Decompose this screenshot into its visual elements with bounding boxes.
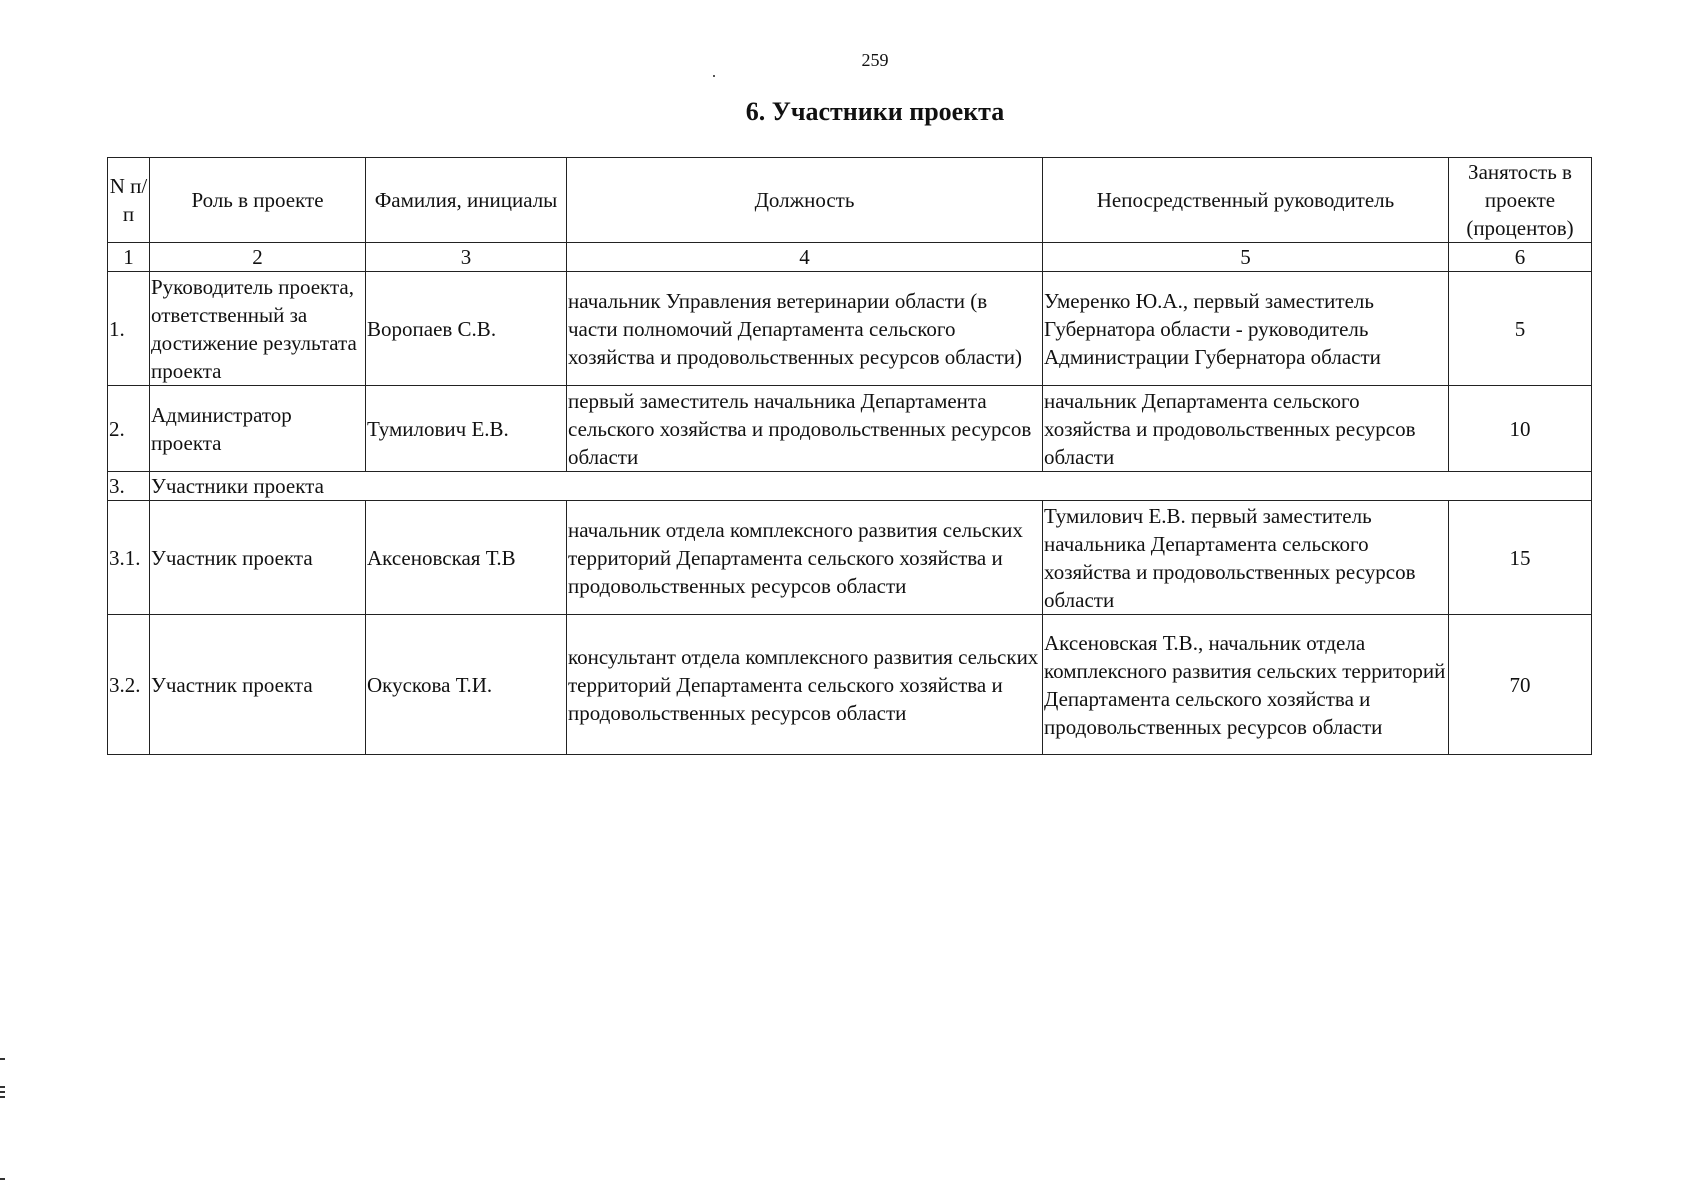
row-share: 10: [1449, 386, 1592, 472]
column-number: 3: [366, 243, 567, 272]
row-position: начальник отдела комплексного развития сельских территорий Департамента сельского хозяйства и продовольственных ресурсов области: [567, 501, 1043, 615]
row-name: Аксеновская Т.В: [366, 501, 567, 615]
margin-mark: [0, 1058, 5, 1060]
section-label: Участники проекта: [150, 472, 1592, 501]
row-num: 3.1.: [108, 501, 150, 615]
row-num: 3.2.: [108, 615, 150, 755]
row-num: 1.: [108, 272, 150, 386]
header-supervisor: Непосредственный руководитель: [1043, 158, 1449, 243]
column-number: 2: [150, 243, 366, 272]
scan-artifact-dot: [713, 75, 715, 77]
margin-mark: [0, 1091, 5, 1093]
header-role: Роль в проекте: [150, 158, 366, 243]
table-row: [108, 615, 1592, 755]
row-supervisor: Аксеновская Т.В., начальник отдела комплексного развития сельских территорий Департамента сельского хозяйства и продовольственных ресурсов области: [1043, 615, 1449, 755]
row-supervisor: Тумилович Е.В. первый заместитель начальника Департамента сельского хозяйства и продовольственных ресурсов области: [1043, 501, 1449, 615]
header-share: Занятость в проекте (процентов): [1449, 158, 1592, 243]
table-row: [108, 501, 1592, 615]
row-role: Участник проекта: [150, 501, 366, 615]
row-share: 70: [1449, 615, 1592, 755]
row-supervisor: начальник Департамента сельского хозяйства и продовольственных ресурсов области: [1043, 386, 1449, 472]
row-name: Окускова Т.И.: [366, 615, 567, 755]
row-name: Тумилович Е.В.: [366, 386, 567, 472]
header-name: Фамилия, инициалы: [366, 158, 567, 243]
column-number: 4: [567, 243, 1043, 272]
table-row: [108, 272, 1592, 386]
row-role: Руководитель проекта, ответственный за достижение результата проекта: [150, 272, 366, 386]
row-share: 5: [1449, 272, 1592, 386]
section-row: [108, 472, 1592, 501]
header-num: N п/п: [108, 158, 150, 243]
participants-table: [107, 157, 1592, 755]
column-number: 6: [1449, 243, 1592, 272]
row-share: 15: [1449, 501, 1592, 615]
row-supervisor: Умеренко Ю.А., первый заместитель Губернатора области - руководитель Администрации Губернатора области: [1043, 272, 1449, 386]
page-number: 259: [861, 50, 889, 70]
table-header-row: [108, 158, 1592, 243]
table-row: [108, 386, 1592, 472]
column-number: 1: [108, 243, 150, 272]
row-position: начальник Управления ветеринарии области (в части полномочий Департамента сельского хозяйства и продовольственных ресурсов области): [567, 272, 1043, 386]
margin-mark: [0, 1096, 5, 1098]
margin-mark: [0, 1086, 5, 1088]
header-position: Должность: [567, 158, 1043, 243]
page-title: 6. Участники проекта: [745, 97, 1005, 126]
row-role: Участник проекта: [150, 615, 366, 755]
row-num: 2.: [108, 386, 150, 472]
row-position: первый заместитель начальника Департамента сельского хозяйства и продовольственных ресурсов области: [567, 386, 1043, 472]
row-num: 3.: [108, 472, 150, 501]
row-position: консультант отдела комплексного развития сельских территорий Департамента сельского хозяйства и продовольственных ресурсов области: [567, 615, 1043, 755]
column-numbers-row: [108, 243, 1592, 272]
margin-mark: [0, 1178, 5, 1180]
column-number: 5: [1043, 243, 1449, 272]
row-role: Администратор проекта: [150, 386, 366, 472]
row-name: Воропаев С.В.: [366, 272, 567, 386]
